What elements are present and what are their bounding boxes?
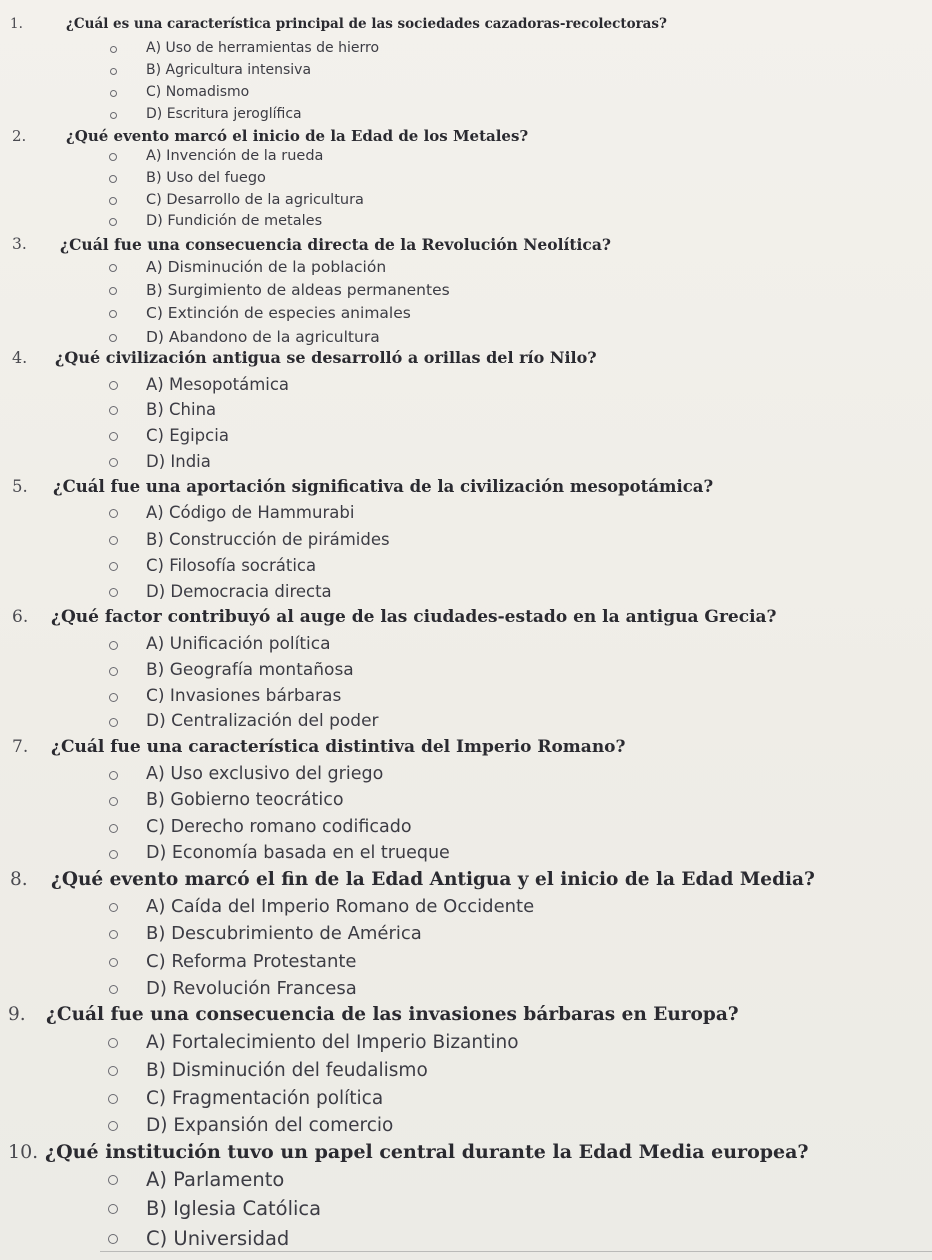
radio-button-icon[interactable] [109, 287, 117, 295]
answer-option-label: C) Fragmentación política [146, 1087, 384, 1109]
answer-option-label: D) Fundición de metales [146, 213, 323, 229]
radio-button-icon[interactable] [109, 197, 117, 205]
radio-button-icon[interactable] [109, 985, 118, 994]
answer-option-label: C) Extinción de especies animales [146, 304, 411, 323]
answer-option-label: A) Unificación política [146, 634, 331, 655]
radio-button-icon[interactable] [108, 1094, 118, 1104]
answer-option-label: B) Gobierno teocrático [146, 790, 344, 811]
question-number: 1. [10, 15, 23, 32]
answer-option-label: D) Abandono de la agricultura [146, 328, 380, 347]
answer-option-label: C) Derecho romano codificado [146, 817, 412, 838]
question-text: ¿Qué evento marcó el inicio de la Edad de los Metales? [66, 126, 529, 145]
answer-option-label: A) Uso exclusivo del griego [146, 764, 384, 785]
question-text: ¿Qué institución tuvo un papel central durante la Edad Media europea? [45, 1141, 809, 1164]
question-number: 2. [12, 126, 27, 145]
answer-option-label: C) Desarrollo de la agricultura [146, 192, 364, 208]
radio-button-icon[interactable] [110, 68, 117, 75]
question-text: ¿Cuál es una característica principal de las sociedades cazadoras-recolectoras? [66, 15, 667, 32]
radio-button-icon[interactable] [110, 90, 117, 97]
radio-button-icon[interactable] [108, 1175, 118, 1185]
radio-button-icon[interactable] [110, 46, 117, 53]
question-number: 6. [12, 607, 29, 628]
radio-button-icon[interactable] [109, 334, 117, 342]
answer-option-label: B) Descubrimiento de América [146, 922, 422, 944]
radio-button-icon[interactable] [109, 218, 117, 226]
radio-button-icon[interactable] [109, 797, 118, 806]
radio-button-icon[interactable] [109, 771, 118, 780]
question-text: ¿Cuál fue una consecuencia directa de la Revolución Neolítica? [60, 235, 611, 255]
radio-button-icon[interactable] [109, 718, 118, 727]
answer-option-label: D) Revolución Francesa [146, 977, 357, 999]
answer-option-label: C) Invasiones bárbaras [146, 686, 342, 707]
question-number: 8. [10, 868, 28, 890]
answer-option-label: A) Disminución de la población [146, 258, 387, 277]
answer-option-label: B) Iglesia Católica [146, 1196, 322, 1220]
radio-button-icon[interactable] [109, 432, 118, 441]
answer-option-label: C) Nomadismo [146, 84, 250, 101]
question-number: 4. [12, 348, 28, 368]
answer-option-label: B) China [146, 399, 217, 419]
question-text: ¿Qué civilización antigua se desarrolló a orillas del río Nilo? [55, 348, 597, 368]
question-number: 3. [12, 235, 27, 254]
radio-button-icon[interactable] [109, 958, 118, 967]
answer-option-label: D) India [146, 451, 211, 471]
answer-option-label: D) Economía basada en el trueque [146, 843, 450, 864]
answer-option-label: C) Egipcia [146, 425, 229, 445]
question-text: ¿Qué factor contribuyó al auge de las ciudades-estado en la antigua Grecia? [51, 607, 777, 628]
answer-option-label: B) Geografía montañosa [146, 660, 354, 681]
answer-option-label: B) Uso del fuego [146, 170, 266, 186]
question-text: ¿Qué evento marcó el fin de la Edad Antigua y el inicio de la Edad Media? [51, 868, 815, 890]
question-number: 7. [12, 737, 29, 758]
radio-button-icon[interactable] [108, 1234, 118, 1244]
question-text: ¿Cuál fue una consecuencia de las invasiones bárbaras en Europa? [46, 1003, 739, 1025]
radio-button-icon[interactable] [109, 509, 118, 518]
answer-option-label: A) Invención de la rueda [146, 148, 324, 164]
radio-button-icon[interactable] [108, 1066, 118, 1076]
answer-option-label: A) Caída del Imperio Romano de Occidente [146, 895, 535, 917]
radio-button-icon[interactable] [109, 458, 118, 467]
radio-button-icon[interactable] [109, 903, 118, 912]
answer-option-label: C) Universidad [146, 1226, 290, 1250]
answer-option-label: C) Reforma Protestante [146, 950, 357, 972]
question-text: ¿Cuál fue una característica distintiva del Imperio Romano? [51, 737, 626, 758]
answer-option-label: D) Centralización del poder [146, 711, 379, 732]
radio-button-icon[interactable] [109, 850, 118, 859]
answer-option-label: D) Democracia directa [146, 581, 332, 601]
answer-option-label: C) Filosofía socrática [146, 555, 317, 575]
radio-button-icon[interactable] [109, 930, 118, 939]
radio-button-icon[interactable] [109, 153, 117, 161]
question-number: 10. [8, 1141, 39, 1164]
radio-button-icon[interactable] [110, 112, 117, 119]
radio-button-icon[interactable] [109, 175, 117, 183]
radio-button-icon[interactable] [108, 1038, 118, 1048]
radio-button-icon[interactable] [109, 536, 118, 545]
answer-option-label: A) Uso de herramientas de hierro [146, 40, 380, 57]
radio-button-icon[interactable] [109, 562, 118, 571]
radio-button-icon[interactable] [109, 381, 118, 390]
radio-button-icon[interactable] [108, 1204, 118, 1214]
page-edge-line [100, 1251, 932, 1252]
radio-button-icon[interactable] [109, 310, 117, 318]
answer-option-label: A) Parlamento [146, 1167, 285, 1191]
radio-button-icon[interactable] [109, 406, 118, 415]
radio-button-icon[interactable] [109, 264, 117, 272]
answer-option-label: A) Código de Hammurabi [146, 502, 355, 522]
answer-option-label: D) Escritura jeroglífica [146, 106, 302, 123]
radio-button-icon[interactable] [109, 588, 118, 597]
answer-option-label: B) Agricultura intensiva [146, 62, 312, 79]
radio-button-icon[interactable] [108, 1121, 118, 1131]
answer-option-label: B) Construcción de pirámides [146, 529, 390, 549]
radio-button-icon[interactable] [109, 641, 118, 650]
question-number: 9. [8, 1003, 26, 1025]
answer-option-label: D) Expansión del comercio [146, 1114, 394, 1136]
question-text: ¿Cuál fue una aportación significativa de la civilización mesopotámica? [53, 476, 714, 496]
question-number: 5. [12, 476, 28, 496]
answer-option-label: A) Fortalecimiento del Imperio Bizantino [146, 1031, 519, 1053]
answer-option-label: B) Disminución del feudalismo [146, 1059, 428, 1081]
radio-button-icon[interactable] [109, 667, 118, 676]
answer-option-label: A) Mesopotámica [146, 374, 290, 394]
radio-button-icon[interactable] [109, 693, 118, 702]
radio-button-icon[interactable] [109, 824, 118, 833]
answer-option-label: B) Surgimiento de aldeas permanentes [146, 281, 450, 300]
